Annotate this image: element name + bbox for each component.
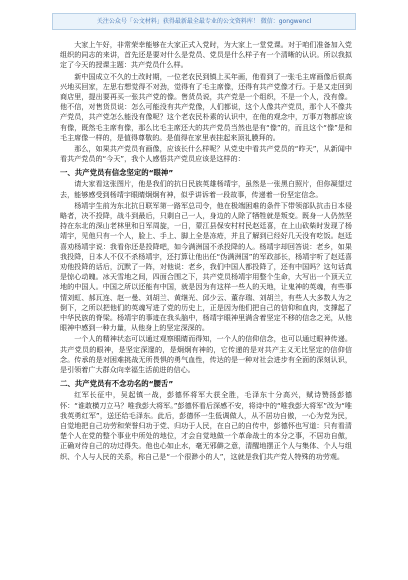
section-1-paragraph: 请大家看这张图片，他是我们的抗日民族英雄杨靖宇，虽然是一张黑白照片，但你凝望过去，能够感受到杨靖宇眼睛炯炯有神，似乎讲诉着一段故事，传递着一份坚定信念。 — [60, 179, 352, 199]
promo-banner[interactable]: 关注公众号「公文材料」获得最新最全最专业的公文资料库！ 微信：gongwencl — [52, 13, 356, 30]
section-heading-2: 二、共产党员有不念功名的“腰舌” — [60, 379, 174, 389]
document-body — [60, 40, 352, 463]
section-2-paragraph: 红军长征中，吴起镇一战，彭德怀将军大获全胜，毛泽东十分高兴，赋诗赞扬彭德怀：“谁敢横刀立马？唯我彭大将军。”彭德怀看后深感不安，将诗中的“唯我彭大将军”改为“唯我英勇红军”，送还给毛泽东。此后，彭德怀一生低调做人，从不居功自傲，一心为党为民，自觉地把自己功劳和荣誉归功于党、归功于人民，在自己的自传中，彭德怀也写道：只有看清楚个人在党的整个事业中所处的地位，才会自觉地做一个革命战士的本分之事，不居功自傲，正确对待自己的功过得失。他也心如止水，毫无邪僻之意，清醒地摆正个人与集体、个人与组织、个人与人民的关系，称自己是“一个很渺小的人”，这就是我们共产党人特殊的功劳观。 — [60, 390, 352, 461]
section-heading-1: 一、共产党员有信念坚定的“眼神” — [60, 168, 174, 178]
section-1-paragraph: 一个人的精神状态可以通过观察眼睛而得知，一个人的信仰信念，也可以通过眼神传递。共产党员的眼神，是坚定深邃的，是炯炯有神的，它传递的是对共产主义无比坚定的信仰信念。传承的是对困难挑战无所畏惧的勇气血性，传达的是一种对社会进步有全面的深刻认识，是引领着广大群众向幸福生活前进的信心。 — [60, 334, 352, 375]
transition-paragraph: 那么，如果共产党员有画像，应该长什么样呢？从党史中看共产党员的“昨天”，从新闻中看共产党员的“今天”，我个人感悟共产党员应该是这样的： — [60, 144, 352, 164]
intro-paragraph: 大家上午好，非常荣幸能够在大家正式入党时，为大家上一堂党课。对于咱们准备加入党组织的同志的来讲，首先还是要对什么是党员、党员是什么样子有一个清晰的认识。所以我拟定了今天的授课主题：共产党员什么样。 — [60, 40, 352, 70]
section-1-paragraph: 杨靖宇生前为东北抗日联军第一路军总司令，他在极端困难的条件下带领部队抗击日本侵略者，决不投降，战斗到最后，只剩自己一人，身边的人除了牺牲就是叛变。既身一人仍然坚持在东北的深山老林里和日军周旋，一日，蒙江县保安村村民赵廷喜，在上山砍柴时发现了杨靖宇，见他只有一个人，脸上、手上、脚上全是冻疮，并且了解到已经好几天没有吃饭。赵廷喜劝杨靖宇说：我看你还是投降吧，如今满洲国不杀投降的人。杨靖宇却回答说：老乡，如果我投降，日本人不仅不杀杨靖宇，还打算让他出任“伪满洲国”的军政部长，杨靖宇听了赵廷喜劝他投降的话后，沉默了一阵，对他说：老乡，我们中国人都投降了，还有中国吗？这句话真是惊心动魄。冰天雪地之间，四面合围之下，共产党员杨靖宇用整个生命，大写出一个顶天立地的中国人。中国之所以还能有中国，就是因为有这样一些人的天地，让鬼神的英魂，有些事情刘虹、郝瓦连、赵一曼、刘胡兰、黄继光、邱少云、董存瑞、刘胡兰，有些人大多数人为之倒下，之所以把他们的英魂写进了党的历史上，正是因为他们把自己的信仰和血肉，支撑起了中华民族的脊梁。杨靖宇的事迹在我头脑中，杨靖宇眼神里满含着坚定不移的信念之光，从他眼神中感到一种力量，从他身上的坚定深深的。 — [60, 200, 352, 333]
story-paragraph: 新中国成立不久的土改时期，一位老农民到镇上买年画，他看到了一张毛主席画像后很高兴地买回家，左思右想觉得不对劲，觉得有了毛主席像，还得有共产党像才行。于是又走回到商店里，提出要再买一张共产党的像。售货员说，共产党是一个组织，不是一个人，没有像。他不信，对售货员说：怎么可能没有共产党像，人们都说，这个人像共产党员，那个人不像共产党员，共产党怎么能没有像呢？这个老农民朴素的认识中，在他的观念中，万事万物都应该有像，既然毛主席有像，那么比毛主席还大的共产党员当然也是有“像”的，而且这个“像”是和毛主席像一样的，是值得尊敬的。是值得在家里表挂起来顶礼膜拜的。 — [60, 71, 352, 142]
